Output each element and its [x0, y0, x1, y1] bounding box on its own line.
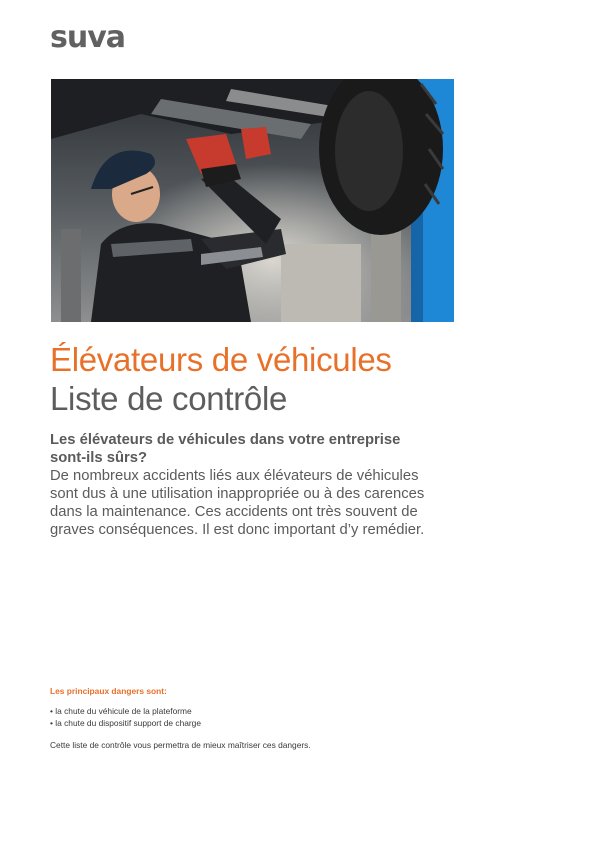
intro-section [50, 431, 450, 539]
danger-item: • la chute du véhicule de la plateforme [50, 705, 490, 717]
mechanic-photo [51, 79, 454, 322]
danger-item: • la chute du dispositif support de charge [50, 717, 490, 729]
intro-question-line: Les élévateurs de véhicules dans votre entreprise [50, 432, 401, 448]
dangers-closing: Cette liste de contrôle vous permettra de mieux maîtriser ces dangers. [50, 740, 311, 750]
suva-logo: suva [50, 20, 126, 55]
intro-paragraph-line: graves conséquences. Il est donc important d’y remédier. [50, 522, 425, 538]
dangers-heading: Les principaux dangers sont: [50, 686, 167, 696]
intro-paragraph-line: De nombreux accidents liés aux élévateurs de véhicules [50, 468, 419, 484]
page-subtitle: Liste de contrôle [50, 380, 288, 417]
intro-question-line: sont-ils sûrs? [50, 450, 148, 466]
page-title: Élévateurs de véhicules [50, 341, 392, 378]
intro-paragraph-line: sont dus à une utilisation inappropriée ou à des carences [50, 486, 425, 502]
dangers-section [50, 685, 490, 751]
dangers-list [50, 705, 490, 729]
intro-paragraph-line: dans la maintenance. Ces accidents ont très souvent de [50, 504, 418, 520]
